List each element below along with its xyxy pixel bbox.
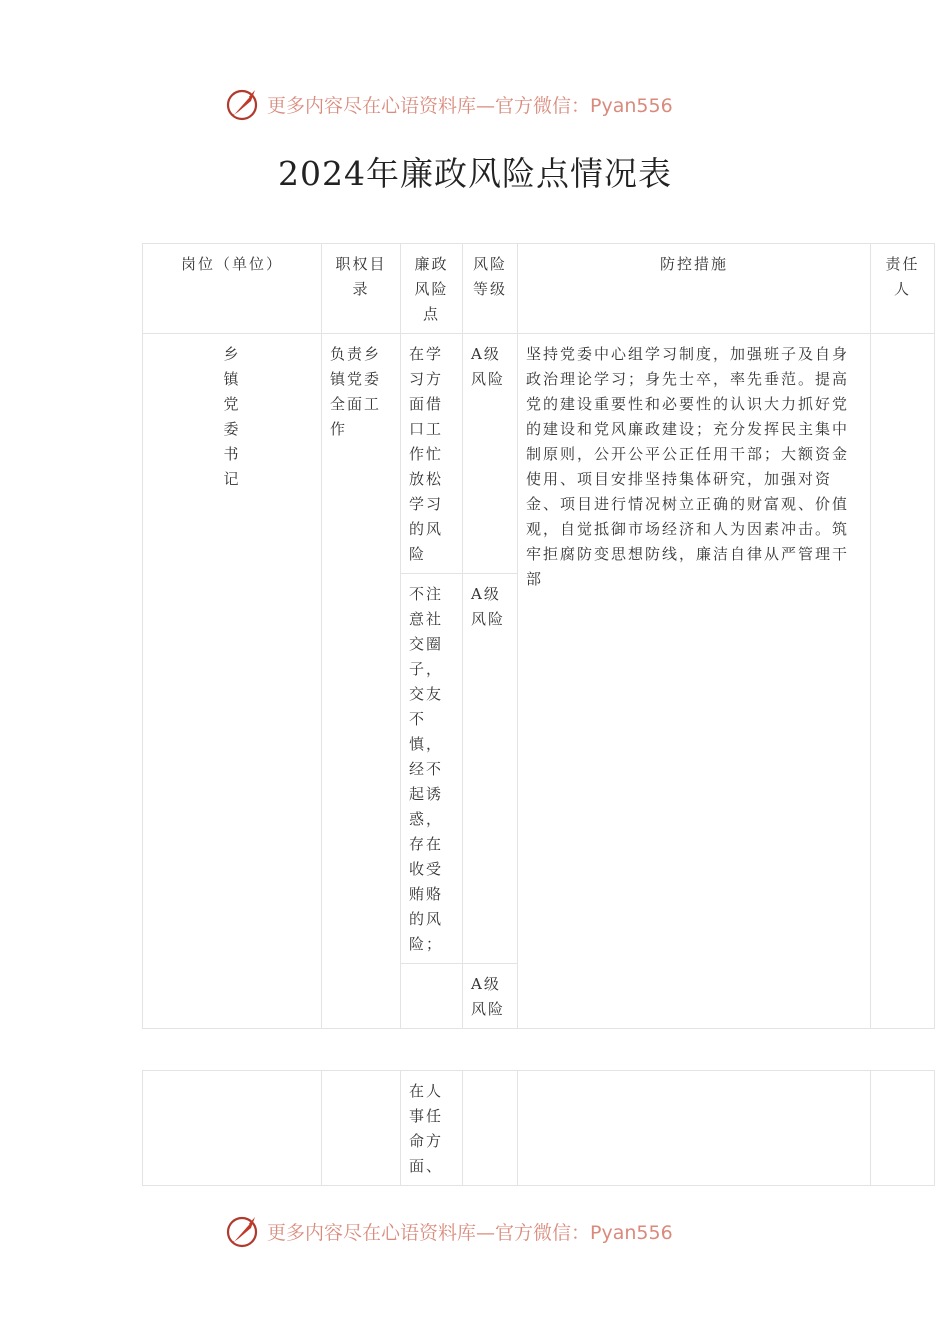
footer-banner	[225, 1211, 673, 1251]
table-row	[143, 1071, 935, 1186]
header-measures: 防控措施	[518, 244, 871, 334]
header-responsible: 责任人	[871, 244, 935, 334]
post-cell: 乡 镇 党 委 书 记	[143, 334, 322, 1029]
page-title: 2024年廉政风险点情况表	[278, 154, 672, 193]
header-banner	[225, 84, 673, 124]
measures-cell	[518, 1071, 871, 1186]
table-header-row	[143, 244, 935, 334]
banner-text: 更多内容尽在心语资料库—官方微信：Pyan556	[267, 94, 673, 117]
header-risk-level: 风险等级	[463, 244, 518, 334]
risk-point-cell	[401, 964, 463, 1029]
header-risk-point: 廉政风险点	[401, 244, 463, 334]
risk-table-continued	[142, 1070, 935, 1186]
risk-level-cell: A级风险	[463, 334, 518, 574]
risk-level-cell	[463, 1071, 518, 1186]
banner-text: 更多内容尽在心语资料库—官方微信：Pyan556	[267, 1221, 673, 1244]
risk-point-cell: 在人事任命方面、	[401, 1071, 463, 1186]
quill-pen-logo-icon	[225, 86, 261, 122]
post-cell	[143, 1071, 322, 1186]
header-post: 岗位（单位）	[143, 244, 322, 334]
duty-cell	[322, 1071, 401, 1186]
responsible-cell	[871, 1071, 935, 1186]
duty-cell: 负责乡镇党委全面工作	[322, 334, 401, 1029]
risk-point-cell: 不注意社交圈子，交友不慎，经不起诱惑，存在收受贿赂的风险；	[401, 574, 463, 964]
quill-pen-logo-icon	[225, 1213, 261, 1249]
risk-point-cell: 在学习方面借口工作忙放松学习的风险	[401, 334, 463, 574]
risk-level-cell: A级风险	[463, 964, 518, 1029]
header-duty: 职权目录	[322, 244, 401, 334]
table-row	[143, 334, 935, 574]
risk-table	[142, 243, 935, 1029]
measures-cell: 坚持党委中心组学习制度，加强班子及自身政治理论学习；身先士卒，率先垂范。提高党的建设重要性和必要性的认识大力抓好党的建设和党风廉政建设；充分发挥民主集中制原则，公开公平公正任用干部；大额资金使用、项目安排坚持集体研究，加强对资金、项目进行情况树立正确的财富观、价值观，自觉抵御市场经济和人为因素冲击。筑牢拒腐防变思想防线，廉洁自律从严管理干部	[518, 334, 871, 1029]
responsible-cell	[871, 334, 935, 1029]
risk-level-cell: A级风险	[463, 574, 518, 964]
